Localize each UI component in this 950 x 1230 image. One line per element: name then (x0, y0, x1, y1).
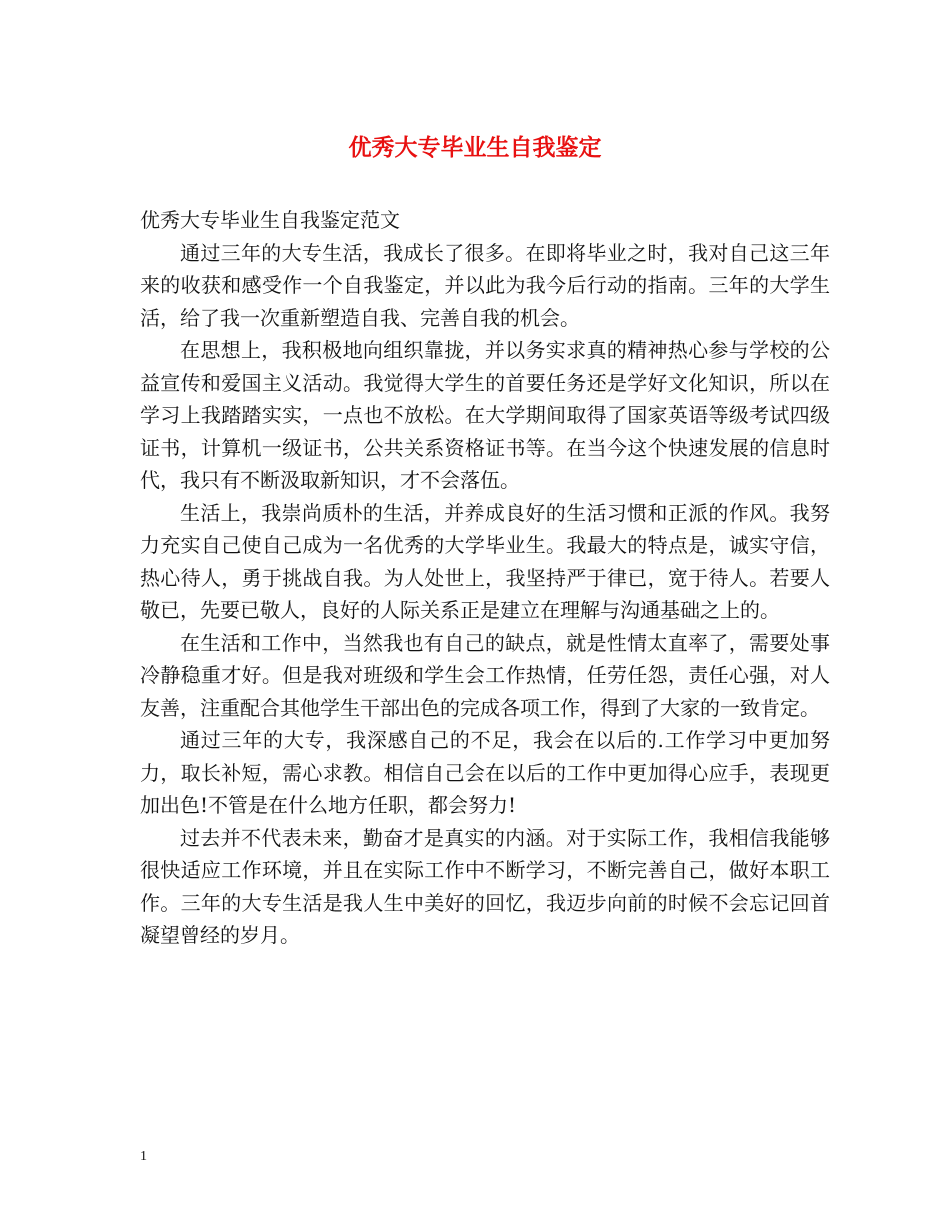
document-body (140, 204, 830, 952)
paragraph-shortcomings: 在生活和工作中，当然我也有自己的缺点，就是性情太直率了，需要处事冷静稳重才好。但是我对班级和学生会工作热情，任劳任怨，责任心强，对人友善，注重配合其他学生干部出色的完成各项工作，得到了大家的一致肯定。 (140, 630, 830, 720)
paragraph-thought: 在思想上，我积极地向组织靠拢，并以务实求真的精神热心参与学校的公益宣传和爱国主义活动。我觉得大学生的首要任务还是学好文化知识，所以在学习上我踏踏实实，一点也不放松。在大学期间取得了国家英语等级考试四级证书，计算机一级证书，公共关系资格证书等。在当今这个快速发展的信息时代，我只有不断汲取新知识，才不会落伍。 (140, 338, 830, 492)
document-title: 优秀大专毕业生自我鉴定 (348, 134, 602, 161)
page-number: 1 (140, 1149, 147, 1164)
paragraph-life: 生活上，我崇尚质朴的生活，并养成良好的生活习惯和正派的作风。我努力充实自己使自己成为一名优秀的大学毕业生。我最大的特点是，诚实守信，热心待人，勇于挑战自我。为人处世上，我坚持严于律已，宽于待人。若要人敬已，先要已敬人，良好的人际关系正是建立在理解与沟通基础之上的。 (140, 500, 830, 622)
document-subtitle: 优秀大专毕业生自我鉴定范文 (140, 208, 400, 232)
paragraph-conclusion: 过去并不代表未来，勤奋才是真实的内涵。对于实际工作，我相信我能够很快适应工作环境，并且在实际工作中不断学习，不断完善自己，做好本职工作。三年的大专生活是我人生中美好的回忆，我迈步向前的时候不会忘记回首凝望曾经的岁月。 (140, 825, 830, 947)
paragraph-improvement: 通过三年的大专，我深感自己的不足，我会在以后的.工作学习中更加努力，取长补短，需心求教。相信自己会在以后的工作中更加得心应手，表现更加出色!不管是在什么地方任职，都会努力! (140, 728, 830, 817)
paragraph-intro: 通过三年的大专生活，我成长了很多。在即将毕业之时，我对自己这三年来的收获和感受作一个自我鉴定，并以此为我今后行动的指南。三年的大学生活，给了我一次重新塑造自我、完善自我的机会。 (140, 240, 830, 330)
